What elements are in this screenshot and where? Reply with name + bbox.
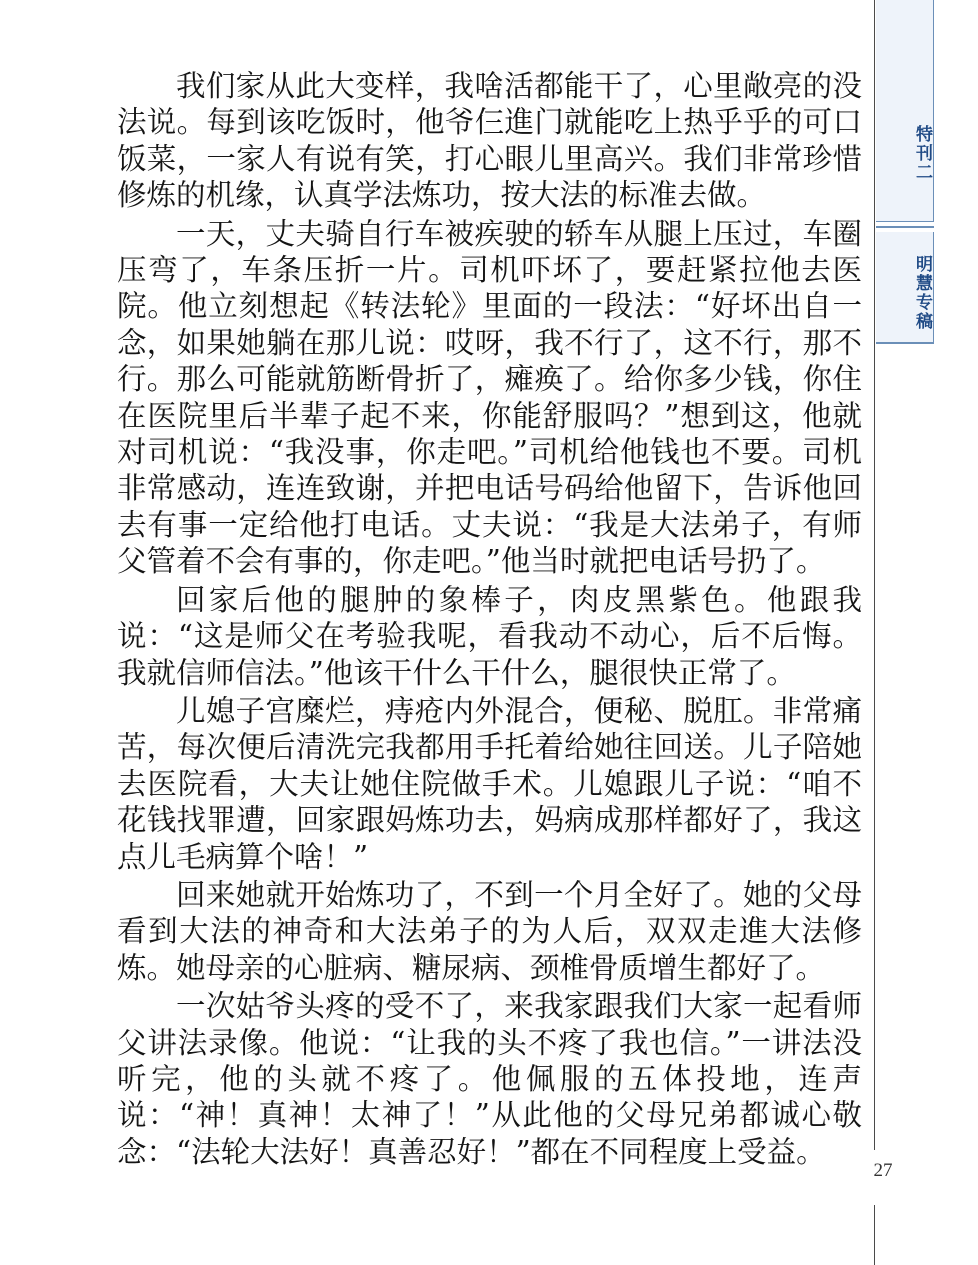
paragraph-3: 回家后他的腿肿的象棒子，肉皮黑紫色。他跟我说：“这是师父在考验我呢，看我动不动心，后不后悔。我就信师信法。”他该干什么干什么，腿很快正常了。 [117, 582, 862, 690]
paragraph-5: 回来她就开始炼功了，不到一个月全好了。她的父母看到大法的神奇和大法弟子的为人后，双双走進大法修炼。她母亲的心脏病、糖尿病、颈椎骨质增生都好了。 [117, 877, 862, 985]
margin-rule-bottom [874, 1205, 875, 1265]
article-body [117, 68, 862, 1172]
paragraph-2: 一天，丈夫骑自行车被疾驶的轿车从腿上压过，车圈压弯了，车条压折一片。司机吓坏了，要赶紧拉他去医院。他立刻想起《转法轮》里面的一段法：“好坏出自一念，如果她躺在那儿说：哎呀，我不行了，这不行，那不行。那么可能就筋断骨折了，瘫痪了。给你多少钱，你住在医院里后半辈子起不来，你能舒服吗？”想到这，他就对司机说：“我没事，你走吧。”司机给他钱也不要。司机非常感动，连连致谢，并把电话号码给他留下，告诉他回去有事一定给他打电话。丈夫说：“我是大法弟子，有师父管着不会有事的，你走吧。”他当时就把电话号扔了。 [117, 216, 862, 579]
side-tab-divider [876, 226, 934, 228]
margin-rule [874, 0, 875, 1150]
side-tab-minghui-column [876, 232, 934, 344]
paragraph-6: 一次姑爷头疼的受不了，来我家跟我们大家一起看师父讲法录像。他说：“让我的头不疼了我也信。”一讲法没听完，他的头就不疼了。他佩服的五体投地，连声说：“神！真神！太神了！”从此他的父母兄弟都诚心敬念：“法轮大法好！真善忍好！”都在不同程度上受益。 [117, 989, 862, 1169]
page-number: 27 [873, 1160, 893, 1181]
paragraph-1: 我们家从此大变样，我啥活都能干了，心里敞亮的没法说。每到该吃饭时，他爷仨進门就能吃上热乎乎的可口饭菜，一家人有说有笑，打心眼儿里高兴。我们非常珍惜修炼的机缘，认真学法炼功，按大法的标准去做。 [117, 69, 862, 213]
paragraph-4: 儿媳子宫糜烂，痔疮内外混合，便秘、脱肛。非常痛苦，每次便后清洗完我都用手托着给她往回送。儿子陪她去医院看，大夫让她住院做手术。儿媳跟儿子说：“咱不花钱找罪遭，回家跟妈炼功去，妈病成那样都好了，我这点儿毛病算个啥！” [117, 693, 862, 874]
side-tab-special-issue [876, 0, 934, 222]
side-tab-special-issue-label: 特刊二 [912, 124, 932, 182]
side-tab-minghui-column-label: 明慧专稿 [912, 255, 932, 331]
